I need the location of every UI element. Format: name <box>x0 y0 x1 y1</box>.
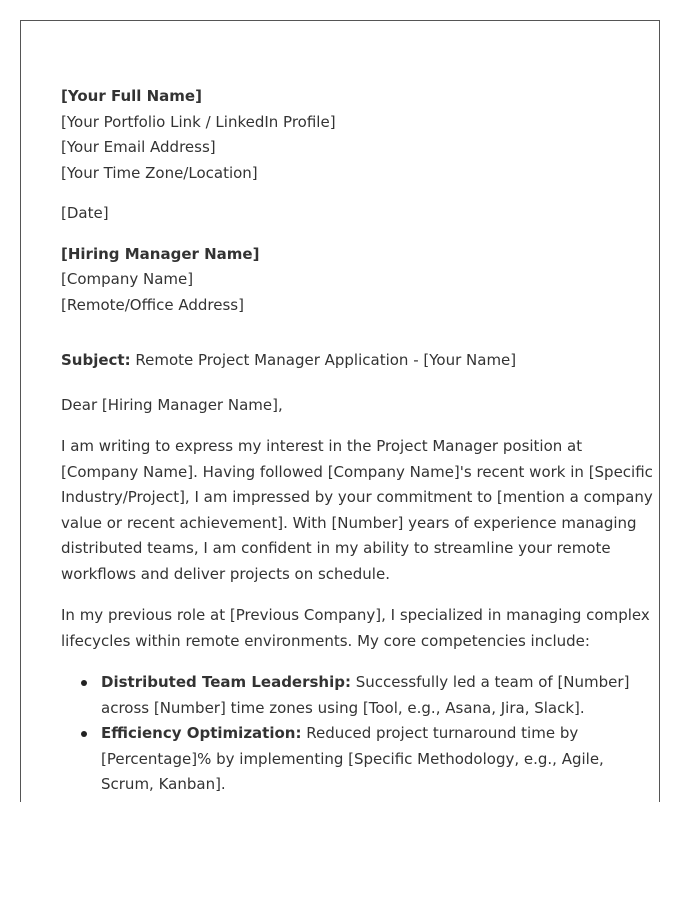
date-text: [Date] <box>61 204 109 222</box>
paragraph-line: workflows and deliver projects on schedule. <box>61 564 390 583</box>
recipient-name: [Hiring Manager Name] <box>61 244 260 263</box>
letter-page <box>20 20 660 802</box>
letter-content <box>61 84 653 798</box>
recipient-address: [Remote/Office Address] <box>61 295 244 314</box>
competency-text: across [Number] time zones using [Tool, e.g., Asana, Jira, Slack]. <box>101 698 585 717</box>
list-item <box>101 721 626 798</box>
sender-email: [Your Email Address] <box>61 138 216 156</box>
paragraph-line: [Company Name]. Having followed [Company Name]'s recent work in [Specific <box>61 462 653 481</box>
sender-portfolio: [Your Portfolio Link / LinkedIn Profile] <box>61 112 336 131</box>
sender-location: [Your Time Zone/Location] <box>61 163 258 182</box>
bullet-icon <box>81 680 87 686</box>
competency-text: [Percentage]% by implementing [Specific Methodology, e.g., Agile, <box>101 749 604 768</box>
body-paragraph-2 <box>61 603 650 654</box>
competency-title: Distributed Team Leadership: <box>101 673 351 691</box>
competency-title: Efficiency Optimization: <box>101 724 302 742</box>
competency-text: Successfully led a team of [Number] <box>350 673 630 691</box>
paragraph-line: In my previous role at [Previous Company], I specialized in managing complex <box>61 606 650 624</box>
paragraph-line: I am writing to express my interest in the Project Manager position at <box>61 437 583 455</box>
list-item <box>101 670 630 721</box>
sender-name: [Your Full Name] <box>61 87 202 105</box>
bullet-icon <box>81 731 87 737</box>
recipient-block <box>61 242 626 319</box>
paragraph-line: value or recent achievement]. With [Number] years of experience managing <box>61 513 637 532</box>
paragraph-line: distributed teams, I am confident in my ability to streamline your remote <box>61 539 611 557</box>
letter-date <box>61 201 626 227</box>
paragraph-line: lifecycles within remote environments. My core competencies include: <box>61 631 590 650</box>
recipient-company: [Company Name] <box>61 270 194 288</box>
subject-line <box>61 348 626 374</box>
paragraph-line: Industry/Project], I am impressed by your commitment to [mention a company <box>61 488 653 506</box>
competency-text: Scrum, Kanban]. <box>101 775 226 793</box>
body-paragraph-1 <box>61 434 653 587</box>
salutation <box>61 393 626 419</box>
competency-text: Reduced project turnaround time by <box>301 724 579 742</box>
salutation-text: Dear [Hiring Manager Name], <box>61 395 283 414</box>
subject-text: Remote Project Manager Application - [Your Name] <box>130 351 517 369</box>
competencies-list <box>61 670 630 798</box>
subject-label: Subject: <box>61 351 131 369</box>
sender-block <box>61 84 626 186</box>
